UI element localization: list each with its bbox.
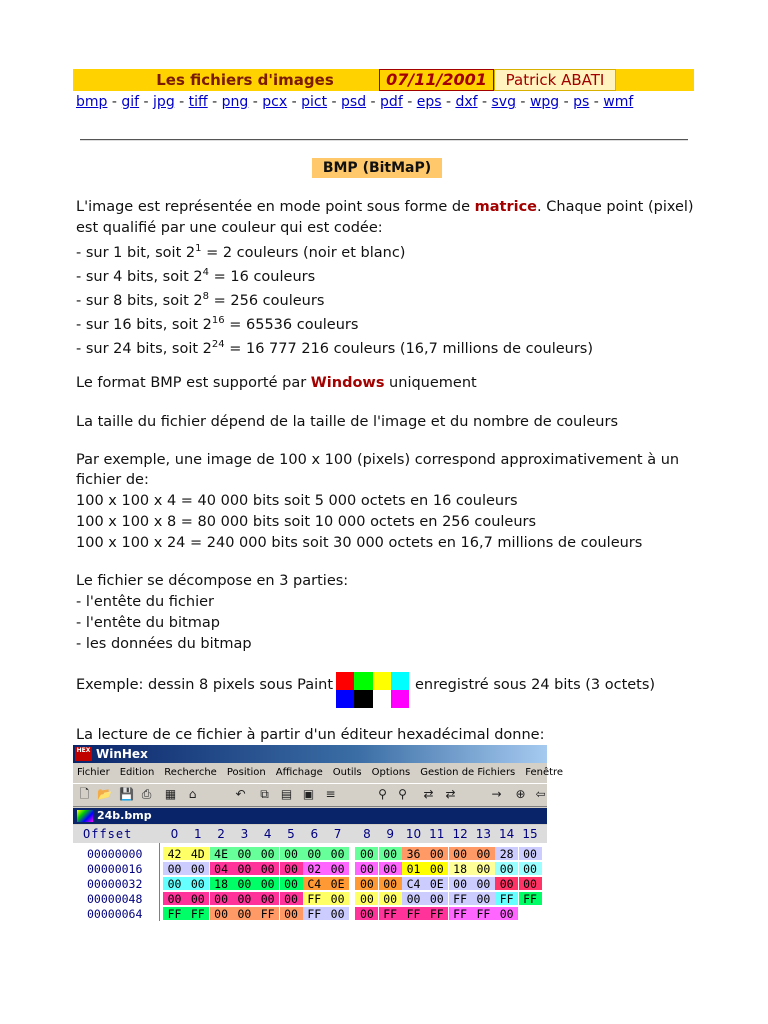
hex-byte[interactable]: FF: [495, 892, 518, 905]
goto-offset-icon[interactable]: ⊕: [515, 787, 526, 801]
hex-byte[interactable]: 00: [326, 907, 349, 920]
hex-byte[interactable]: FF: [402, 907, 425, 920]
hex-byte[interactable]: 00: [256, 877, 279, 890]
intro-line-2: est qualifié par une couleur qui est codée:: [76, 220, 383, 236]
format-line: [76, 373, 477, 394]
hex-byte[interactable]: FF: [303, 907, 326, 920]
hex-byte[interactable]: 00: [355, 892, 378, 905]
bits-prefix: - sur 24 bits, soit 2: [76, 341, 212, 357]
nav-separator: -: [559, 94, 574, 110]
hex-row: [73, 877, 547, 891]
pixel-swatch: [336, 672, 354, 690]
bits-prefix: - sur 16 bits, soit 2: [76, 317, 212, 333]
column-header: 8: [363, 827, 371, 841]
nav-link-pict[interactable]: pict: [301, 94, 328, 110]
binary-icon[interactable]: ≡: [325, 787, 336, 801]
example-calc-1: 100 x 100 x 4 = 40 000 bits soit 5 000 octets en 16 couleurs: [76, 493, 518, 509]
hex-byte[interactable]: FF: [472, 907, 495, 920]
nav-separator: -: [207, 94, 222, 110]
column-header: 11: [429, 827, 445, 841]
column-header: 6: [310, 827, 319, 841]
hex-byte[interactable]: 00: [519, 862, 542, 875]
find-icon[interactable]: ⚲: [378, 787, 387, 801]
hex-byte[interactable]: 00: [402, 892, 425, 905]
hex-byte[interactable]: 00: [326, 847, 349, 860]
bits-item: [76, 241, 593, 265]
bits-prefix: - sur 1 bit, soit 2: [76, 245, 196, 261]
hex-intro: La lecture de ce fichier à partir d'un éditeur hexadécimal donne:: [76, 727, 545, 743]
hex-byte[interactable]: 00: [280, 877, 303, 890]
nav-link-psd[interactable]: psd: [341, 94, 367, 110]
hex-byte[interactable]: 00: [186, 892, 209, 905]
column-header: 7: [333, 827, 342, 841]
column-header: 5: [287, 827, 295, 841]
hex-byte[interactable]: 00: [256, 862, 279, 875]
example-line-2: fichier de:: [76, 472, 149, 488]
bits-exponent: 8: [202, 291, 210, 303]
nav-separator: -: [441, 94, 456, 110]
intro-text-a: L'image est représentée en mode point sous forme de: [76, 199, 475, 215]
hex-byte[interactable]: 00: [379, 892, 402, 905]
keyword-windows: Windows: [310, 375, 385, 391]
hex-byte[interactable]: 00: [233, 847, 256, 860]
bits-prefix: - sur 4 bits, soit 2: [76, 269, 203, 285]
size-line: La taille du fichier dépend de la taille de l'image et du nombre de couleurs: [76, 414, 619, 430]
menu-item[interactable]: Edition: [119, 767, 155, 778]
nav-separator: -: [139, 94, 154, 110]
hex-byte[interactable]: 42: [163, 847, 186, 860]
sample-text-a: Exemple: dessin 8 pixels sous Paint: [76, 677, 334, 693]
hex-byte[interactable]: 00: [163, 877, 186, 890]
hex-byte[interactable]: FF: [449, 892, 472, 905]
replace-hex-icon[interactable]: ⇄: [445, 787, 456, 801]
parts-intro: Le fichier se décompose en 3 parties:: [76, 573, 349, 589]
hex-byte[interactable]: FF: [256, 907, 279, 920]
hex-header: [73, 825, 547, 843]
hex-byte[interactable]: 00: [233, 892, 256, 905]
bitmap-file-icon: [77, 810, 93, 822]
nav-link-wmf[interactable]: wmf: [603, 94, 634, 110]
sample-pixels: [336, 672, 409, 708]
hex-byte[interactable]: 00: [186, 877, 209, 890]
paste-icon[interactable]: ▤: [280, 787, 293, 801]
column-header: 10: [405, 827, 422, 841]
hex-byte[interactable]: [519, 907, 542, 920]
nav-link-png[interactable]: png: [221, 94, 249, 110]
hex-byte[interactable]: 0E: [326, 877, 349, 890]
hex-byte[interactable]: 28: [495, 847, 518, 860]
hex-byte[interactable]: 00: [186, 862, 209, 875]
hex-byte[interactable]: FF: [163, 907, 186, 920]
format-text-b: uniquement: [384, 375, 477, 391]
hex-byte[interactable]: 00: [303, 847, 326, 860]
hex-byte[interactable]: 00: [355, 907, 378, 920]
column-header: 14: [499, 827, 515, 841]
nav-link-svg[interactable]: svg: [491, 94, 516, 110]
example-calc-3: 100 x 100 x 24 = 240 000 bits soit 30 000 octets en 16,7 millions de couleurs: [76, 535, 643, 551]
bits-exponent: 16: [211, 315, 225, 327]
format-text-a: Le format BMP est supporté par: [76, 375, 311, 391]
hex-byte[interactable]: 00: [472, 847, 495, 860]
column-header: 9: [386, 827, 394, 841]
winhex-title: WinHex: [96, 747, 148, 761]
hex-byte[interactable]: 00: [472, 877, 495, 890]
bits-exponent: 24: [211, 339, 225, 351]
date-label: 07/11/2001: [379, 69, 494, 91]
hex-byte[interactable]: 00: [210, 892, 233, 905]
row-offset: 00000016: [87, 862, 143, 876]
print-icon[interactable]: ⎙: [141, 787, 152, 801]
parts-item-2: - l'entête du bitmap: [76, 615, 220, 631]
hex-byte[interactable]: 36: [402, 847, 425, 860]
menu-item[interactable]: Affichage: [275, 767, 323, 778]
bits-suffix: = 16 couleurs: [209, 269, 316, 285]
bits-suffix: = 65536 couleurs: [224, 317, 359, 333]
hex-grid: [73, 825, 547, 921]
menu-item[interactable]: Recherche: [164, 767, 217, 778]
example-line-1: Par exemple, une image de 100 x 100 (pixels) correspond approximativement à un: [76, 452, 680, 468]
hex-byte[interactable]: 00: [280, 907, 303, 920]
hex-byte[interactable]: FF: [303, 892, 326, 905]
hex-byte[interactable]: 00: [495, 877, 518, 890]
copy-block-icon[interactable]: ▣: [302, 787, 315, 801]
nav-link-dxf[interactable]: dxf: [455, 94, 478, 110]
row-offset: 00000064: [87, 907, 143, 921]
hex-byte[interactable]: 00: [495, 862, 518, 875]
hex-byte[interactable]: 00: [280, 847, 303, 860]
hex-byte[interactable]: 4E: [210, 847, 233, 860]
column-header: 4: [263, 827, 272, 841]
bits-suffix: = 16 777 216 couleurs (16,7 millions de couleurs): [224, 341, 594, 357]
new-file-icon[interactable]: 🗋: [79, 787, 90, 801]
hex-byte[interactable]: 00: [280, 862, 303, 875]
section-title: BMP (BitMaP): [312, 158, 442, 178]
nav-separator: -: [174, 94, 189, 110]
bits-item: [76, 313, 593, 337]
menu-item[interactable]: Position: [226, 767, 266, 778]
hex-byte[interactable]: 00: [472, 892, 495, 905]
menu-item[interactable]: Options: [371, 767, 411, 778]
hex-byte[interactable]: 00: [163, 862, 186, 875]
menu-item[interactable]: Fenêtre: [525, 767, 564, 778]
back-icon[interactable]: ⇦: [535, 787, 546, 801]
hex-byte[interactable]: 01: [402, 862, 425, 875]
column-header: 1: [193, 827, 202, 841]
divider: [80, 139, 688, 141]
nav-link-pdf[interactable]: pdf: [380, 94, 403, 110]
goto-icon[interactable]: →: [491, 787, 502, 801]
intro-line-1: [76, 197, 694, 218]
nav-separator: -: [366, 94, 381, 110]
row-offset: 00000048: [87, 892, 143, 906]
bits-item: [76, 337, 593, 361]
column-header: 15: [522, 827, 538, 841]
column-header: 0: [170, 827, 179, 841]
hex-row: [73, 892, 547, 906]
hex-byte[interactable]: 00: [425, 862, 448, 875]
pixel-swatch: [354, 672, 372, 690]
hex-byte[interactable]: 00: [379, 862, 402, 875]
hex-byte[interactable]: 02: [303, 862, 326, 875]
hex-byte[interactable]: 00: [379, 847, 402, 860]
menu-item[interactable]: Fichier: [77, 767, 110, 778]
hex-byte[interactable]: 00: [425, 892, 448, 905]
bits-item: [76, 265, 593, 289]
hex-byte[interactable]: FF: [186, 907, 209, 920]
nav-separator: -: [287, 94, 302, 110]
intro-text-b: . Chaque point (pixel): [537, 199, 694, 215]
pixel-swatch: [373, 690, 391, 708]
hex-byte[interactable]: 00: [326, 892, 349, 905]
save-icon[interactable]: 💾: [119, 787, 134, 801]
nav-link-eps[interactable]: eps: [416, 94, 442, 110]
hex-byte[interactable]: 00: [355, 847, 378, 860]
bits-list: [76, 241, 593, 361]
replace-icon[interactable]: ⇄: [423, 787, 434, 801]
winhex-menubar: [73, 764, 564, 782]
page-title: Les fichiers d'images: [156, 71, 334, 89]
hex-byte[interactable]: 04: [210, 862, 233, 875]
column-header: 12: [452, 827, 468, 841]
nav-separator: -: [107, 94, 122, 110]
bits-exponent: 1: [195, 243, 202, 255]
winhex-toolbar: [73, 783, 547, 807]
open-folder-icon[interactable]: 📂: [97, 787, 112, 801]
format-nav: [76, 94, 633, 110]
offset-header: Offset: [83, 827, 133, 841]
row-offset: 00000000: [87, 847, 143, 861]
hex-byte[interactable]: 00: [326, 862, 349, 875]
open-disk-icon[interactable]: ⌂: [188, 787, 197, 801]
hex-byte[interactable]: 00: [379, 877, 402, 890]
hex-byte[interactable]: FF: [519, 892, 542, 905]
bits-suffix: = 256 couleurs: [209, 293, 325, 309]
menu-item[interactable]: Outils: [332, 767, 362, 778]
row-offset: 00000032: [87, 877, 143, 891]
doc-title: 24b.bmp: [97, 809, 152, 822]
hex-byte[interactable]: FF: [425, 907, 448, 920]
pixel-swatch: [391, 672, 409, 690]
hex-byte[interactable]: 00: [449, 847, 472, 860]
column-header: 13: [475, 827, 492, 841]
nav-link-bmp[interactable]: bmp: [76, 94, 108, 110]
hex-byte[interactable]: 00: [233, 907, 256, 920]
hex-byte[interactable]: 00: [355, 877, 378, 890]
hex-byte[interactable]: FF: [449, 907, 472, 920]
hex-byte[interactable]: 00: [233, 877, 256, 890]
bits-prefix: - sur 8 bits, soit 2: [76, 293, 203, 309]
hex-byte[interactable]: 00: [472, 862, 495, 875]
hex-row: [73, 907, 547, 921]
hex-byte[interactable]: 18: [210, 877, 233, 890]
nav-link-tiff[interactable]: tiff: [188, 94, 208, 110]
hex-byte[interactable]: 0E: [425, 877, 448, 890]
parts-item-3: - les données du bitmap: [76, 636, 252, 652]
pixel-swatch: [354, 690, 372, 708]
nav-separator: -: [589, 94, 604, 110]
hex-byte[interactable]: 00: [256, 892, 279, 905]
hex-byte[interactable]: 00: [425, 847, 448, 860]
copy-icon[interactable]: ⧉: [260, 787, 269, 801]
bits-exponent: 4: [202, 267, 210, 279]
nav-link-jpg[interactable]: jpg: [153, 94, 175, 110]
hex-byte[interactable]: 18: [449, 862, 472, 875]
nav-link-wpg[interactable]: wpg: [529, 94, 560, 110]
hex-byte[interactable]: 4D: [186, 847, 209, 860]
hex-byte[interactable]: 00: [519, 877, 542, 890]
hex-row: [73, 862, 547, 876]
nav-separator: -: [477, 94, 492, 110]
hex-byte[interactable]: 00: [256, 847, 279, 860]
column-header: 2: [217, 827, 225, 841]
hex-byte[interactable]: C4: [402, 877, 425, 890]
column-header: 3: [240, 827, 249, 841]
find-hex-icon[interactable]: ⚲: [398, 787, 407, 801]
author-label: Patrick ABATI: [494, 69, 616, 91]
pixel-swatch: [391, 690, 409, 708]
sample-text-b: enregistré sous 24 bits (3 octets): [415, 677, 656, 693]
hex-byte[interactable]: 00: [355, 862, 378, 875]
nav-link-ps[interactable]: ps: [573, 94, 590, 110]
nav-link-pcx[interactable]: pcx: [262, 94, 288, 110]
hex-byte[interactable]: 00: [495, 907, 518, 920]
undo-icon[interactable]: ↶: [235, 787, 246, 801]
winhex-logo-icon: HEX: [75, 747, 92, 761]
nav-separator: -: [327, 94, 342, 110]
bits-item: [76, 289, 593, 313]
hex-byte[interactable]: 00: [519, 847, 542, 860]
hex-byte[interactable]: 00: [233, 862, 256, 875]
nav-separator: -: [402, 94, 417, 110]
pixel-swatch: [373, 672, 391, 690]
hex-byte[interactable]: C4: [303, 877, 326, 890]
example-calc-2: 100 x 100 x 8 = 80 000 bits soit 10 000 octets en 256 couleurs: [76, 514, 537, 530]
hex-byte[interactable]: 00: [449, 877, 472, 890]
nav-link-gif[interactable]: gif: [121, 94, 140, 110]
parts-item-1: - l'entête du fichier: [76, 594, 214, 610]
keyword-matrice: matrice: [474, 199, 538, 215]
nav-separator: -: [515, 94, 530, 110]
hex-byte[interactable]: 00: [210, 907, 233, 920]
hex-byte[interactable]: FF: [379, 907, 402, 920]
hex-byte[interactable]: 00: [280, 892, 303, 905]
properties-icon[interactable]: ▦: [164, 787, 177, 801]
hex-byte[interactable]: 00: [163, 892, 186, 905]
pixel-swatch: [336, 690, 354, 708]
nav-separator: -: [248, 94, 263, 110]
menu-item[interactable]: Gestion de Fichiers: [420, 767, 516, 778]
winhex-window: [73, 745, 564, 921]
winhex-doc-tab[interactable]: [73, 808, 547, 824]
hex-row: [73, 847, 547, 861]
bits-suffix: = 2 couleurs (noir et blanc): [201, 245, 406, 261]
